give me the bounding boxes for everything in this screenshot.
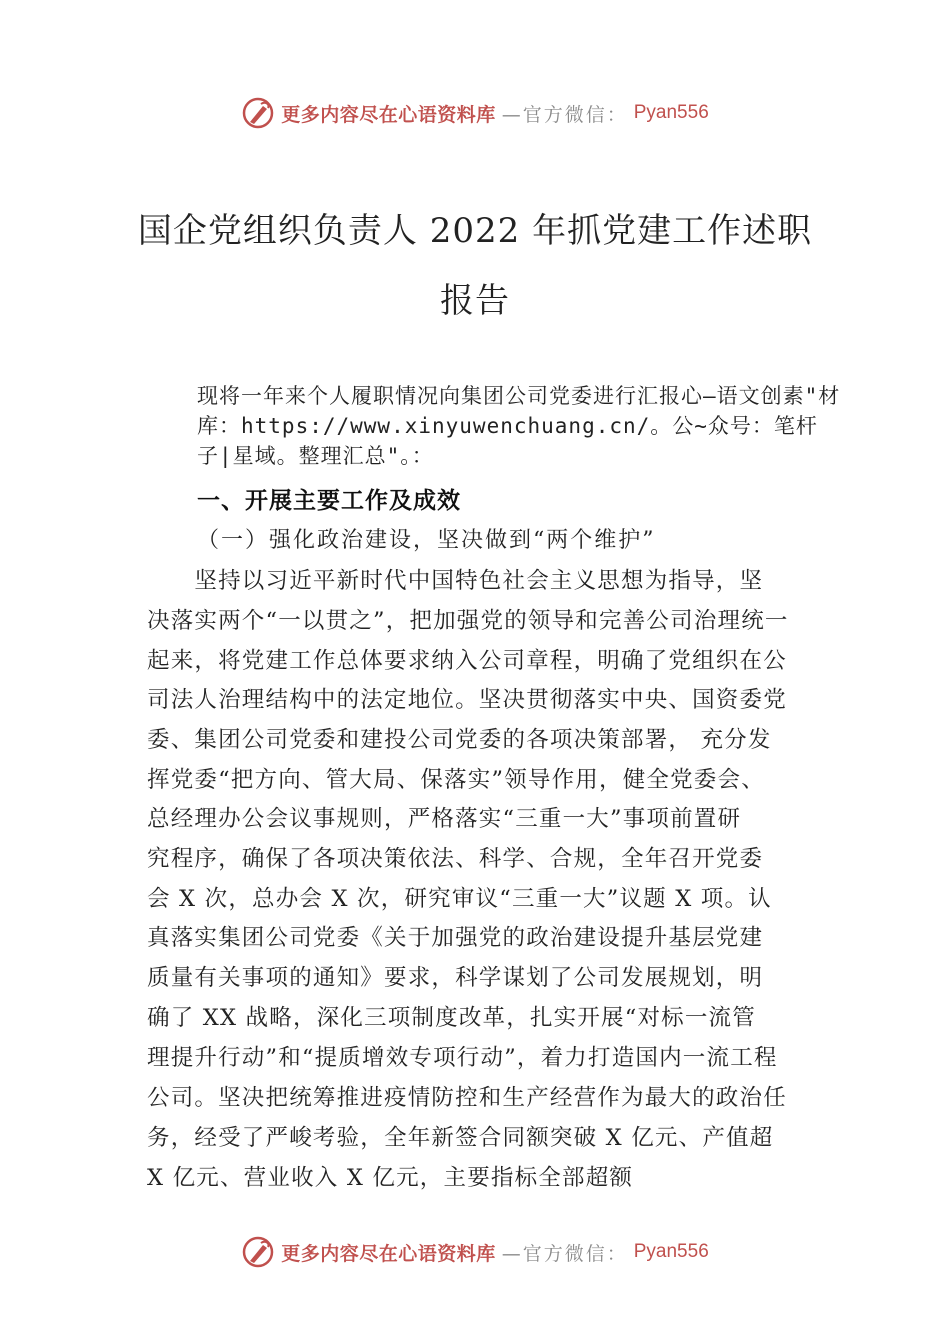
body-line: 起来，将党建工作总体要求纳入公司章程，明确了党组织在公 [147, 648, 787, 674]
watermark-banner-top [0, 93, 950, 133]
body-line: 会 X 次，总办会 X 次，研究审议“三重一大”议题 X 项。认 [147, 886, 772, 912]
banner-wechat-id: Pyan556 [633, 102, 709, 123]
body-line: 司法人治理结构中的法定地位。坚决贯彻落实中央、国资委党 [147, 687, 787, 713]
banner-main-text: 更多内容尽在心语资料库 [281, 103, 496, 126]
body-line: 委、集团公司党委和建投公司党委的各项决策部署， 充分发 [147, 727, 772, 753]
banner-wechat-id: Pyan556 [633, 1241, 709, 1262]
watermark-banner-bottom [0, 1232, 950, 1272]
body-line: 公司。坚决把统筹推进疫情防控和生产经营作为最大的政治任 [147, 1085, 787, 1111]
body-line: 挥党委“把方向、管大局、保落实”领导作用，健全党委会、 [147, 767, 765, 793]
banner-main-text: 更多内容尽在心语资料库 [281, 1242, 496, 1265]
document-title-line2: 报告 [440, 281, 510, 321]
body-line: 究程序，确保了各项决策依法、科学、合规，全年召开党委 [147, 846, 764, 872]
body-line: 真落实集团公司党委《关于加强党的政治建设提升基层党建 [147, 925, 764, 951]
banner-sub-text: —官方微信： [501, 1242, 628, 1265]
body-line: 坚持以习近平新时代中国特色社会主义思想为指导，坚 [147, 568, 764, 594]
banner-sub-text: —官方微信： [501, 103, 628, 126]
body-line: 理提升行动”和“提质增效专项行动”，着力打造国内一流工程 [147, 1045, 778, 1071]
section-heading: 一、开展主要工作及成效 [197, 488, 461, 514]
body-line: 决落实两个“一以贯之”，把加强党的领导和完善公司治理统一 [147, 608, 789, 634]
body-line: 总经理办公会议事规则，严格落实“三重一大”事项前置研 [147, 806, 742, 832]
body-line: 确了 XX 战略，深化三项制度改革，扎实开展“对标一流管 [147, 1005, 756, 1031]
body-line: X 亿元、营业收入 X 亿元，主要指标全部超额 [147, 1165, 634, 1191]
intro-paragraph: 现将一年来个人履职情况向集团公司党委进行汇报心—语文创素"材库：https://www.xinyuwenchuang.cn/。公~众号：笔杆子|星域。整理汇总"。： [197, 384, 841, 468]
document-title-line1: 国企党组织负责人 2022 年抓党建工作述职 [137, 211, 813, 251]
subsection-heading: （一）强化政治建设，坚决做到“两个维护” [197, 528, 656, 553]
body-line: 务，经受了严峻考验，全年新签合同额突破 X 亿元、产值超 [147, 1125, 774, 1151]
pen-logo-icon [241, 1235, 275, 1269]
body-line: 质量有关事项的通知》要求，科学谋划了公司发展规划，明 [147, 965, 764, 991]
pen-logo-icon [241, 96, 275, 130]
